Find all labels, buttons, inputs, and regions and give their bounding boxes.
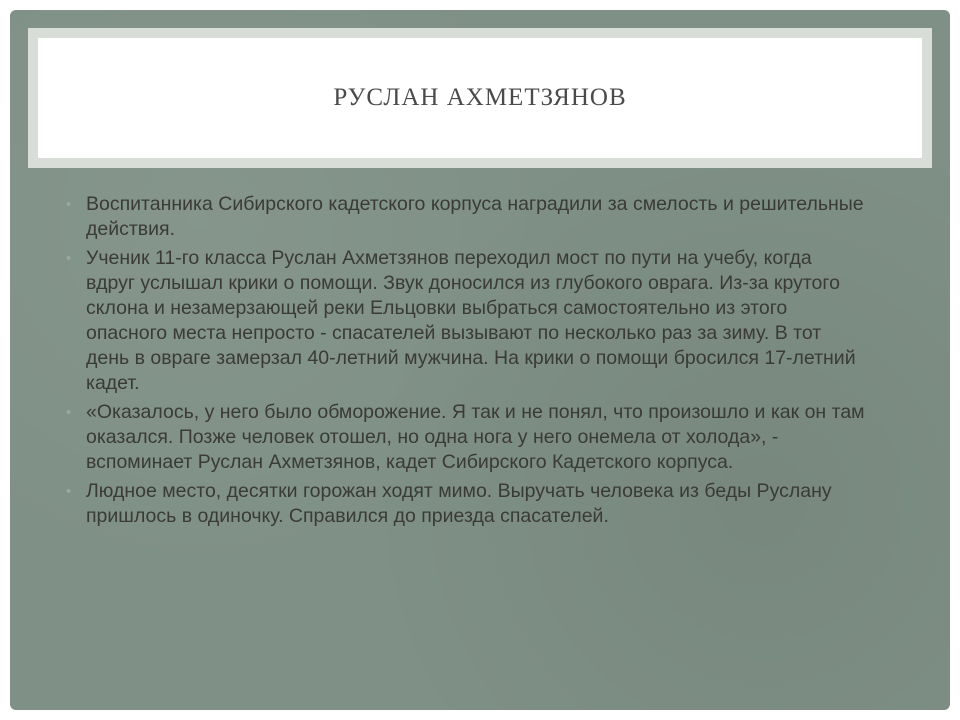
title-band bbox=[28, 28, 932, 168]
bullet-icon: • bbox=[66, 404, 72, 421]
bullet-list bbox=[66, 192, 866, 533]
bullet-text: Ученик 11-го класса Руслан Ахметзянов переходил мост по пути на учебу, когда вдруг услышал крики о помощи. Звук доносился из глубокого оврага. Из-за крутого склона и незамерзающей реки Ельцовки выбраться самостоятельно из этого опасного места непросто - спасателей вызывают по несколько раз за зиму. В тот день в овраге замерзал 40-летний мужчина. На крики о помощи бросился 17-летний кадет. bbox=[86, 247, 856, 394]
bullet-item bbox=[66, 246, 866, 396]
bullet-icon: • bbox=[66, 483, 72, 500]
bullet-text: «Оказалось, у него было обморожение. Я так и не понял, что произошло и как он там оказался. Позже человек отошел, но одна нога у него онемела от холода», - вспоминает Руслан Ахметзянов, кадет Сибирского Кадетского корпуса. bbox=[86, 401, 865, 473]
bullet-item bbox=[66, 192, 866, 242]
slide-title: РУСЛАН АХМЕТЗЯНОВ bbox=[333, 84, 627, 111]
slide bbox=[10, 10, 950, 710]
bullet-text: Воспитанника Сибирского кадетского корпуса наградили за смелость и решительные действия. bbox=[86, 193, 864, 240]
title-box bbox=[38, 38, 922, 158]
bullet-icon: • bbox=[66, 250, 72, 267]
bullet-icon: • bbox=[66, 196, 72, 213]
bullet-item bbox=[66, 400, 866, 475]
bullet-item bbox=[66, 479, 866, 529]
bullet-text: Людное место, десятки горожан ходят мимо. Выручать человека из беды Руслану пришлось в одиночку. Справился до приезда спасателей. bbox=[86, 480, 832, 527]
